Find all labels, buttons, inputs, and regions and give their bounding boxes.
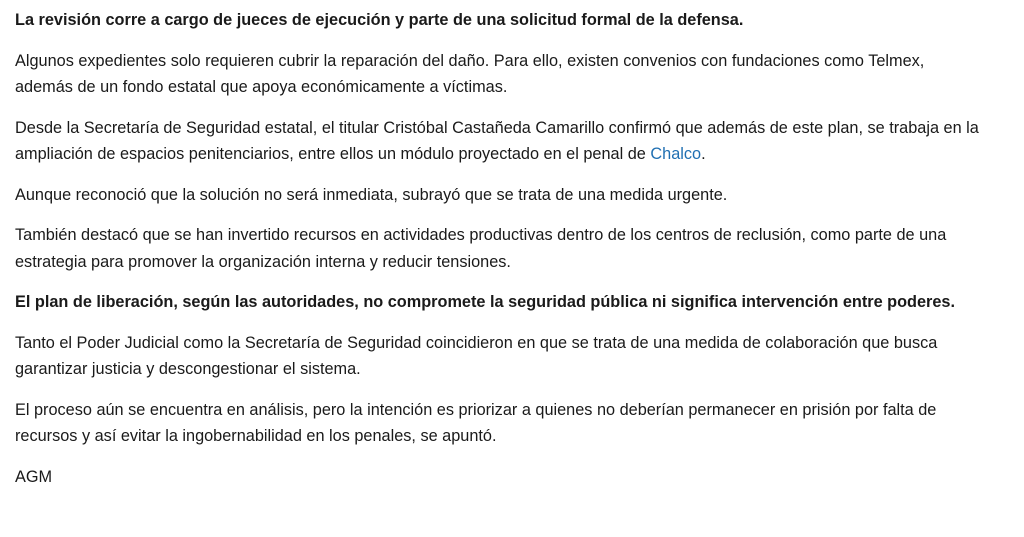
paragraph-8: El proceso aún se encuentra en análisis, pero la intención es priorizar a quienes no deberían permanecer en prisión por falta de recursos y así evitar la ingobernabilidad en los penales, se apuntó. (15, 400, 937, 445)
paragraph-3 (15, 115, 984, 168)
paragraph-7: Tanto el Poder Judicial como la Secretaría de Seguridad coincidieron en que se trata de una medida de colaboración que busca garantizar justicia y descongestionar el sistema. (15, 333, 938, 378)
paragraph-4: Aunque reconoció que la solución no será inmediata, subrayó que se trata de una medida urgente. (15, 185, 728, 204)
paragraph-5: También destacó que se han invertido recursos en actividades productivas dentro de los centros de reclusión, como parte de una estrategia para promover la organización interna y reducir tensiones. (15, 226, 947, 271)
paragraph-2: Algunos expedientes solo requieren cubrir la reparación del daño. Para ello, existen convenios con fundaciones como Telmex, además de un fondo estatal que apoya económicamente a víctimas. (15, 51, 925, 96)
author-signature: AGM (15, 467, 53, 486)
paragraph-bold-6: El plan de liberación, según las autoridades, no compromete la seguridad pública ni significa intervención entre poderes. (15, 293, 956, 311)
paragraph-3-text-start: Desde la Secretaría de Seguridad estatal, el titular Cristóbal Castañeda Camarillo confirmó que además de este plan, se trabaja en la ampliación de espacios penitenciarios, entre ellos un módulo proyectado en el penal de (15, 118, 979, 163)
paragraph-bold-1: La revisión corre a cargo de jueces de ejecución y parte de una solicitud formal de la defensa. (15, 11, 744, 29)
paragraph-3-text-end: . (701, 145, 706, 163)
chalco-link[interactable]: Chalco (650, 145, 702, 163)
